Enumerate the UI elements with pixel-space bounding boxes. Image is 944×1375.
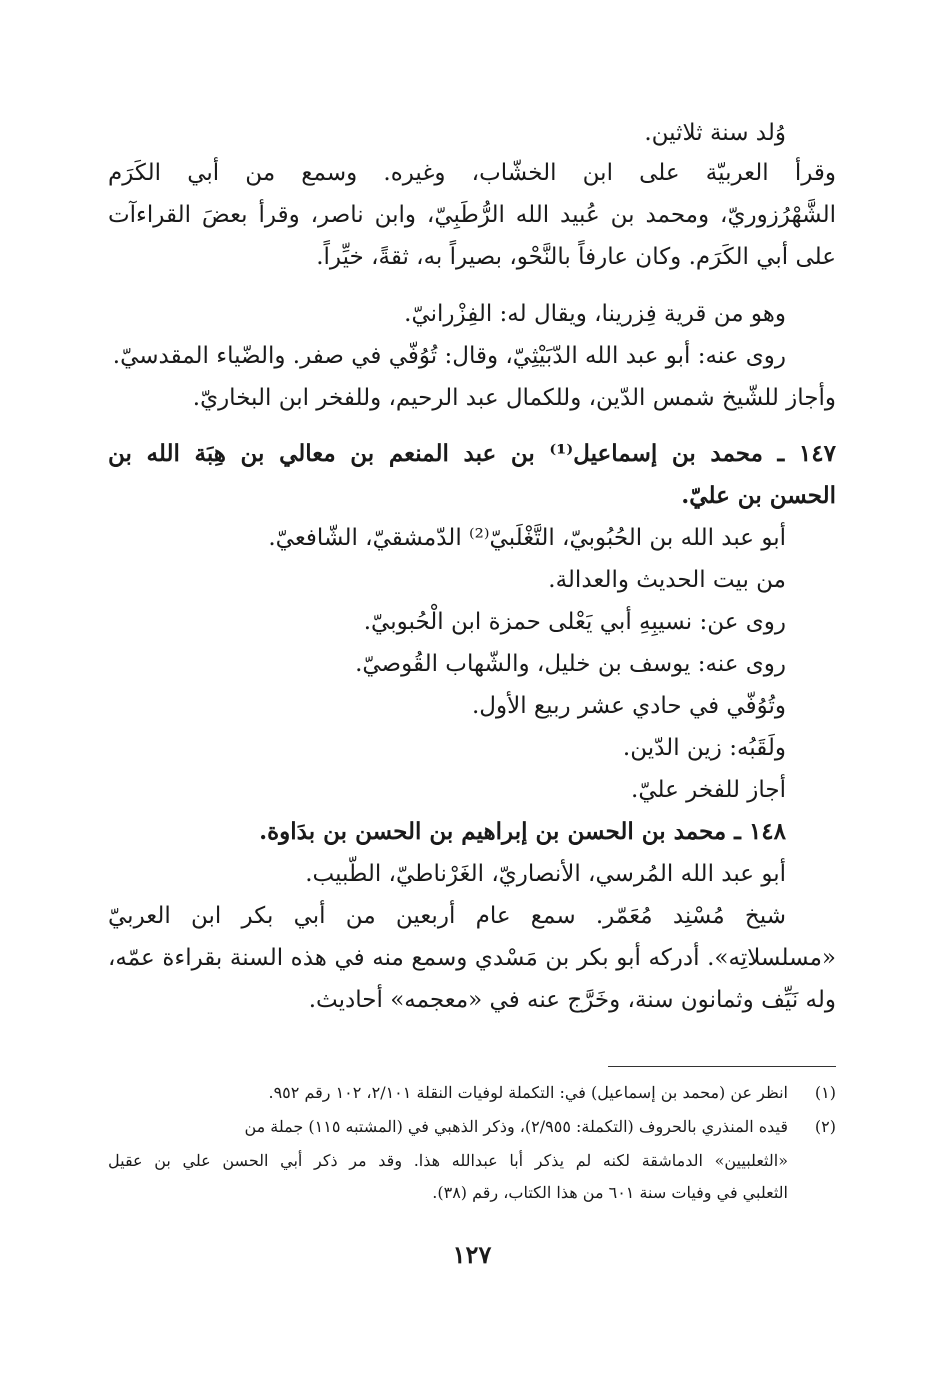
text-line: وُلد سنة ثلاثين. — [644, 120, 786, 146]
entry-heading-147: ١٤٧ ـ محمد بن إسماعيل⁽¹⁾ بن عبد المنعم بن معالي بن هِبَة الله بن — [108, 440, 836, 467]
text-line: أبو عبد الله بن الحُبُوبيّ، التَّغْلَبيّ⁽²⁾ الدّمشقيّ، الشّافعيّ. — [268, 525, 786, 551]
entry-heading-147-cont: الحسن بن عليّ. — [681, 482, 836, 509]
text-line: شيخ مُسْنِد مُعَمّر. سمع عام أربعين من أبي بكر ابن العربيّ — [108, 903, 786, 929]
footnote-text-cont: «الثعلبيين» الدماشقة لكنه لم يذكر أبا عبدالله هذا. وقد مر ذكر أبي الحسن علي بن عقيل — [108, 1151, 788, 1170]
footnote-number: (١) — [814, 1083, 836, 1102]
entry-heading-148: ١٤٨ ـ محمد بن الحسن بن إبراهيم بن الحسن بن بدَاوة. — [259, 818, 786, 845]
text-line: روى عنه: أبو عبد الله الدّبَيْثِيّ، وقال: تُوُفّي في صفر. والضّياء المقدسيّ. — [112, 343, 786, 369]
text-line: أبو عبد الله المُرسي، الأنصاريّ، الغَرْناطيّ، الطّبيب. — [305, 861, 786, 887]
text-line: «مسلسلاتِه». أدركه أبو بكر بن مَسْدي وسمع منه في هذه السنة بقراءة عمّه، — [108, 945, 836, 971]
footnote-number: (٢) — [814, 1117, 836, 1136]
text-line: وله نَيِّف وثمانون سنة، وخَرَّج عنه في «معجمه» أحاديث. — [308, 987, 836, 1013]
footnote-text: انظر عن (محمد بن إسماعيل) في: التكملة لوفيات النقلة ٢/١٠١، ١٠٢ رقم ٩٥٢. — [268, 1083, 788, 1102]
text-line: ولَقَبُه: زين الدّين. — [622, 735, 786, 761]
text-line: أجاز للفخر عليّ. — [631, 777, 786, 803]
text-line: الشَّهْرُزوريّ، ومحمد بن عُبيد الله الرُّطَبِيّ، وابن ناصر، وقرأ بعضَ القراءآت — [108, 202, 836, 228]
text-line: روى عن: نسيبِهِ أبي يَعْلى حمزة ابن الْحُبوبيّ. — [363, 609, 786, 635]
page-number: ١٢٧ — [452, 1240, 492, 1269]
text-line: على أبي الكَرَم. وكان عارفاً بالنَّحْو، بصيراً به، ثقةً، خيِّراً. — [316, 244, 836, 270]
text-line: وقرأ العربيّة على ابن الخشّاب، وغيره. وسمع من أبي الكَرَم — [108, 160, 836, 186]
footnote-text-cont: الثعلبي في وفيات سنة ٦٠١ من هذا الكتاب، رقم (٣٨). — [432, 1183, 788, 1202]
text-line: من بيت الحديث والعدالة. — [548, 567, 786, 593]
text-line: روى عنه: يوسف بن خليل، والشّهاب القُوصيّ. — [355, 651, 786, 677]
footnote-divider — [608, 1066, 836, 1067]
text-line: وأجاز للشّيخ شمس الدّين، وللكمال عبد الرحيم، وللفخر ابن البخاريّ. — [192, 385, 836, 411]
text-line: وتُوُفّي في حادي عشر ربيع الأول. — [471, 693, 786, 719]
footnote-2 — [108, 1114, 836, 1140]
text-line: وهو من قرية فِزرينا، ويقال له: الفِزْرانيّ. — [404, 301, 786, 327]
footnote-1 — [108, 1080, 836, 1106]
footnote-text: قيده المنذري بالحروف (التكملة: ٢/٩٥٥)، وذكر الذهبي في (المشتبه ١١٥) جملة من — [244, 1117, 788, 1136]
